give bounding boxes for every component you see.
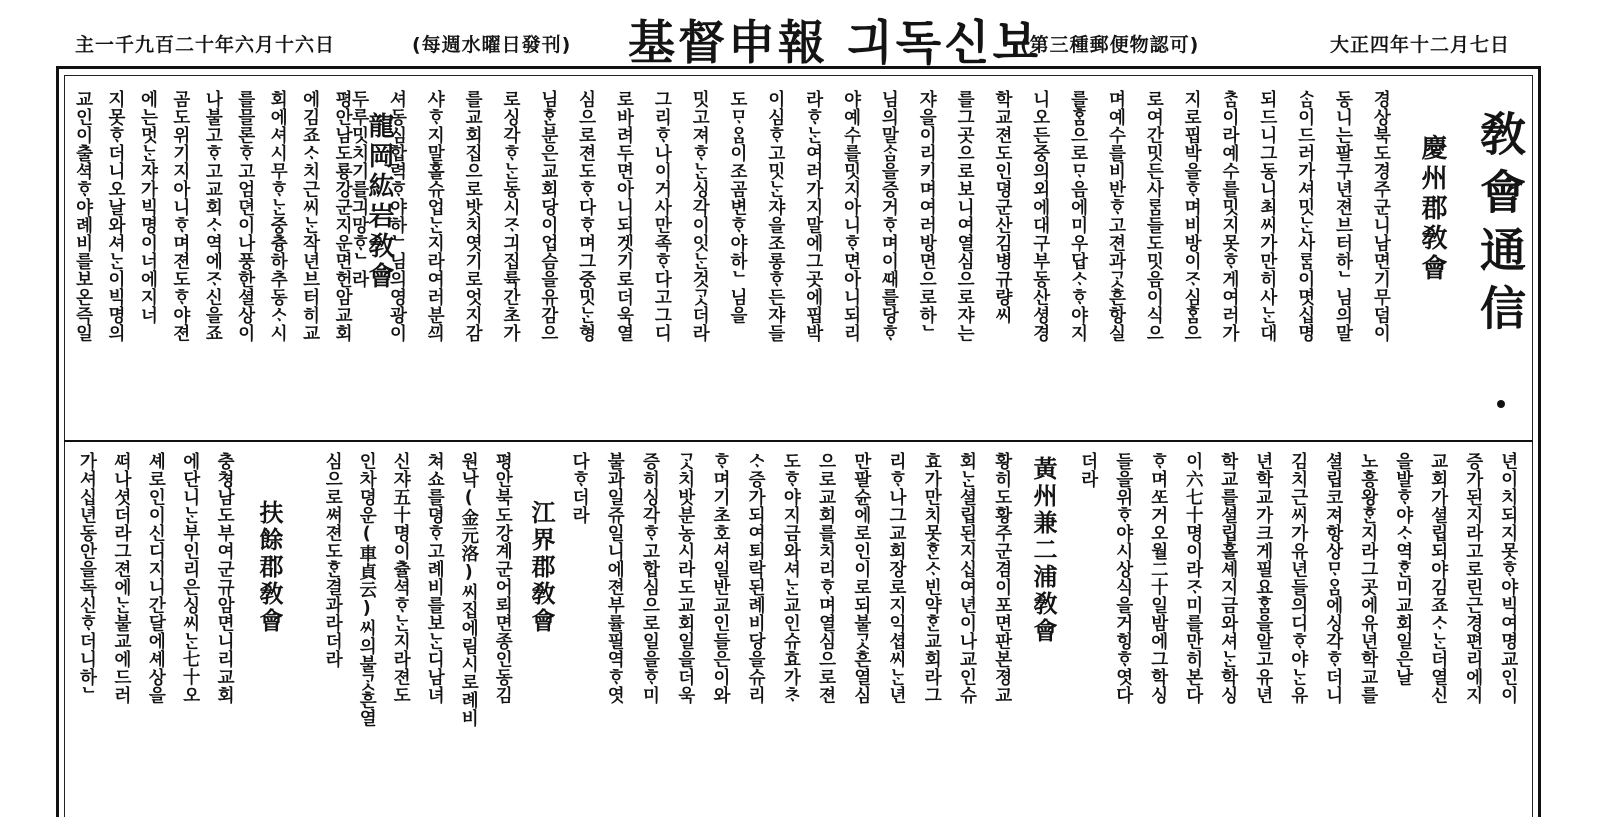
- text-column: 충쳥남도부여군규암면니리교회: [214, 452, 235, 704]
- text-column: 나불고ᄒᆞ고교회ᄉᆞ역에ᄌᆞ신을죠: [202, 90, 223, 342]
- text-column: 가셔십년동안을독신ᄒᆞ더니하ᄂ: [77, 452, 97, 704]
- text-column: 을발ᄒᆞ야ᄉᆞ역ᄒᆞᆫ미교회일은날: [1393, 452, 1414, 686]
- text-column: 학교젼도인뎡군산김병규량씨: [992, 90, 1013, 324]
- text-column: ᄀᆞᆺ치밧분농시라도교회일을더욱: [675, 452, 696, 704]
- text-column: 님의말ᄉᆞᆷ을증거ᄒᆞ며이ᄯᅢ를당ᄒᆞ: [878, 90, 899, 342]
- masthead: [0, 0, 1607, 71]
- text-column: 노흥왕ᄒᆞᆫ지라그곳에유년학교를: [1358, 452, 1379, 704]
- text-column: 리ᄒᆞ나그교회장로지익셥씨ᄂᆞᆫ년: [886, 452, 907, 704]
- article-body-hwangju: [561, 448, 1019, 808]
- text-column: ᄉᆞ증가되여퇴락된례비당을슈리: [745, 452, 766, 704]
- text-column: 인차뎡운(車貞云)씨의불ᄀᆞᆺ흔열: [356, 452, 377, 727]
- article-heading: 慶州郡敎會: [1417, 134, 1447, 284]
- article-heading: 江界郡敎會: [527, 500, 556, 635]
- text-column: 샤ᄒᆞ지말홀슈업ᄂᆞᆫ지라여러분ᄭᅴ: [424, 90, 445, 342]
- section-divider: [64, 440, 1533, 442]
- text-column: 지로핍박을ᄒᆞ며비방이ᄌᆞ심ᄒᆞᆷ으: [1181, 90, 1202, 342]
- text-column: 교인이출셕ᄒᆞ야례비를보온즉일: [73, 90, 94, 342]
- text-column: 들을위ᄒᆞ야시상식을거힝ᄒᆞ엿다: [1113, 452, 1134, 704]
- text-column: 에김죠ᄉᆞ치근씨ᄂᆞᆫ작년브터히교: [300, 90, 321, 342]
- issue-date: 大正四年十二月七日: [1330, 34, 1511, 56]
- text-column: 쳐쇼를뎡ᄒᆞ고례비를보ᄂᆞᆫ디남녀: [424, 452, 445, 704]
- text-column: 년이치되지못ᄒᆞ야빅여명교인이: [1498, 452, 1519, 704]
- text-column: 를믈론ᄒᆞ고엄뎐이나풍한셜상이: [235, 90, 256, 342]
- text-column: 회에셔시무ᄒᆞᄂᆞᆫ중츙하추동ᄉᆞ시: [267, 90, 288, 342]
- article-heading: 扶餘郡敎會: [255, 500, 284, 635]
- title-ornament: [1497, 400, 1505, 408]
- top-region: [66, 82, 1531, 437]
- article-body-kyongju: [339, 82, 1399, 437]
- issue-date-christian-era: 主一千九百二十年六月十六日: [75, 34, 336, 56]
- text-column: 로싱각ᄒᆞᄂᆞᆫ동시ᄌᆞ긔집륙간초가: [500, 90, 521, 342]
- text-column: ᄒᆞ며기초호셔일반교인들은이와: [710, 452, 731, 704]
- text-column: 로여간밋든사ᄅᆞᆷ들도밋음이식으: [1143, 90, 1164, 342]
- text-column: 곰도위기지아니ᄒᆞ며젼도ᄒᆞ야젼: [170, 90, 191, 342]
- text-column: 밋고져ᄒᆞᄂᆞᆫ싱각이잇ᄂᆞᆫ것ᄀᆞᆺ더라: [689, 90, 710, 342]
- text-column: 셔동심합력ᄒᆞ야하ᄂ님의영광이: [386, 90, 407, 342]
- text-column: ᄒᆞ며ᄯᅩ거오월二十일밤에그학싱: [1148, 452, 1169, 704]
- article-heading: 黃州兼二浦敎會: [1029, 456, 1058, 645]
- text-column: 년학교가크게필요ᄒᆞᆷ을알고유년: [1253, 452, 1274, 704]
- article-body-kanggye: [315, 448, 519, 808]
- text-column: 셰로인이신디지니간달에셰상을: [145, 452, 166, 704]
- text-column: 에는멋ᄂᆞᆫ쟈가빅명이너에지너: [137, 90, 158, 324]
- text-column: 원낙(金元洛)씨집에림시로례비: [458, 452, 479, 727]
- text-column: 회ᄂᆞᆫ셜립된지십여년이나교인슈: [956, 452, 977, 704]
- text-column: 증히싱각ᄒᆞ고합심으로일을ᄒᆞ미: [639, 452, 660, 704]
- text-column: 황히도황주군겸이포면판본졍교: [992, 452, 1013, 704]
- text-column: 쟈을이리키며여러방면으로하ᄂ: [916, 90, 937, 342]
- text-column: 교회가셜립되야김죠ᄉᆞᄂᆞᆫ더열신: [1428, 452, 1449, 704]
- text-column: 로바려두면아니되겟기로더욱열: [613, 90, 634, 342]
- text-column: 며예수를비반ᄒᆞ고젼과ᄀᆞᆺ흔항실: [1105, 90, 1126, 342]
- text-column: 심으로젼도ᄒᆞ다ᄒᆞ며그중밋ᄂᆞᆫ형: [576, 90, 597, 342]
- text-column: 를ᄒᆞᆷ으로ᄆᆞ음에미우답ᄉᆞᄒᆞ야지: [1068, 90, 1089, 342]
- text-column: 셜립코져항상ᄆᆞᄋᆞᆷ에싱각ᄒᆞ더니: [1323, 452, 1344, 704]
- publication-schedule: (每週水曜日發刊): [412, 34, 572, 56]
- text-column: ᄎᆞᆷ이라예수를밋지못ᄒᆞ게여러가: [1219, 90, 1240, 342]
- bottom-region: [66, 448, 1531, 808]
- text-column: 그리ᄒᆞ나이거사만족ᄒᆞ다고그디: [651, 90, 672, 342]
- text-column: 으로교회를치리ᄒᆞ며열심으로젼: [816, 452, 837, 704]
- text-column: 도ᄒᆞ야지금와셔ᄂᆞᆫ교인슈효가ᄎᆞ: [780, 452, 801, 704]
- text-column: 학교를셜립홀셰지금와셔ᄂᆞᆫ학싱: [1218, 452, 1239, 704]
- text-column: 지못ᄒᆞ더니오날와셔ᄂᆞᆫ이빅명의: [105, 90, 126, 342]
- text-column: 님ᄒᆞᆫ분은교회당이업슴을유감으: [538, 90, 559, 342]
- text-column: 평안남도룡강군지운면헌암교회: [332, 90, 353, 342]
- text-column: 불과일쥬일니에젼부률필역ᄒᆞ엿: [604, 452, 625, 704]
- text-column: 라ᄒᆞᄂᆞᆫ여러가지말에그곳에핍박: [803, 90, 824, 342]
- article-body-yonggang: [66, 82, 358, 437]
- text-column: 도ᄆᆞᄋᆞᆷ이조곰변ᄒᆞ야하ᄂ님을: [727, 90, 748, 324]
- text-column: 경상북도경주군니남면기무덤이: [1370, 90, 1391, 342]
- text-column: 동니는팔구년젼브터하ᄂ님의말: [1332, 90, 1353, 342]
- text-column: 효가만치못ᄒᆞᆫᄉᆞ빈약ᄒᆞᆫ교회라그: [921, 452, 942, 704]
- article-body-continued: [1070, 448, 1525, 808]
- text-column: ᄉᆞᆷ이드러가셔밋ᄂᆞᆫ사ᄅᆞᆷ이몃십명: [1295, 90, 1316, 342]
- text-column: 를그곳으로보니여열심으로쟈는: [954, 90, 975, 342]
- newspaper-title: 基督申報 긔독신보: [628, 16, 1041, 71]
- article-heading: 龍岡紘岩敎會: [364, 112, 394, 292]
- postal-permit: (第三種郵便物認可): [1020, 34, 1200, 56]
- text-column: 에단니ᄂᆞᆫ부인리은싱씨ᄂᆞᆫ七十오: [180, 452, 201, 704]
- text-column: 신쟈五十명이츌셕ᄒᆞᄂᆞᆫ지라젼도: [390, 452, 411, 704]
- section-title: 敎會通信: [1473, 110, 1527, 342]
- text-column: 만팔슌에로인이로되불ᄀᆞᆺ흔열심: [851, 452, 872, 704]
- text-column: 두루밋치기를긔망ᄒᆞᄂ라: [349, 90, 370, 288]
- text-column: 를교회집으로밧치엿기로엇지감: [462, 90, 483, 342]
- text-column: 이六七十명이라ᄌᆞ미를만히본다: [1183, 452, 1204, 704]
- text-column: ᄯᅥ나셧더라그젼에ᄂᆞᆫ불교에드러: [111, 452, 132, 704]
- text-column: 이심ᄒᆞ고밋ᄂᆞᆫ쟈을조롱ᄒᆞ든쟈들: [765, 90, 786, 342]
- text-column: 야예수를밋지아니ᄒᆞ면아니되리: [841, 90, 862, 342]
- text-column: 되드니그동니최씨가만히사ᄂᆞᆫ대: [1257, 90, 1278, 342]
- text-column: 다ᄒᆞ더라: [569, 452, 590, 524]
- text-column: 니오든중의외에대구부동산셩경: [1030, 90, 1051, 342]
- text-column: 더라: [1078, 452, 1099, 488]
- text-column: 김치근씨가유년들의디ᄒᆞ야ᄂᆞᆫ유: [1288, 452, 1309, 704]
- article-body-puyo: [69, 448, 241, 808]
- text-column: 증가된지라고로린근경편리에지: [1463, 452, 1484, 704]
- text-column: 평안북도강계군어뢰면종인동김: [492, 452, 513, 704]
- text-column: 심으로쎠젼도ᄒᆞᆫ결과라더라: [322, 452, 343, 668]
